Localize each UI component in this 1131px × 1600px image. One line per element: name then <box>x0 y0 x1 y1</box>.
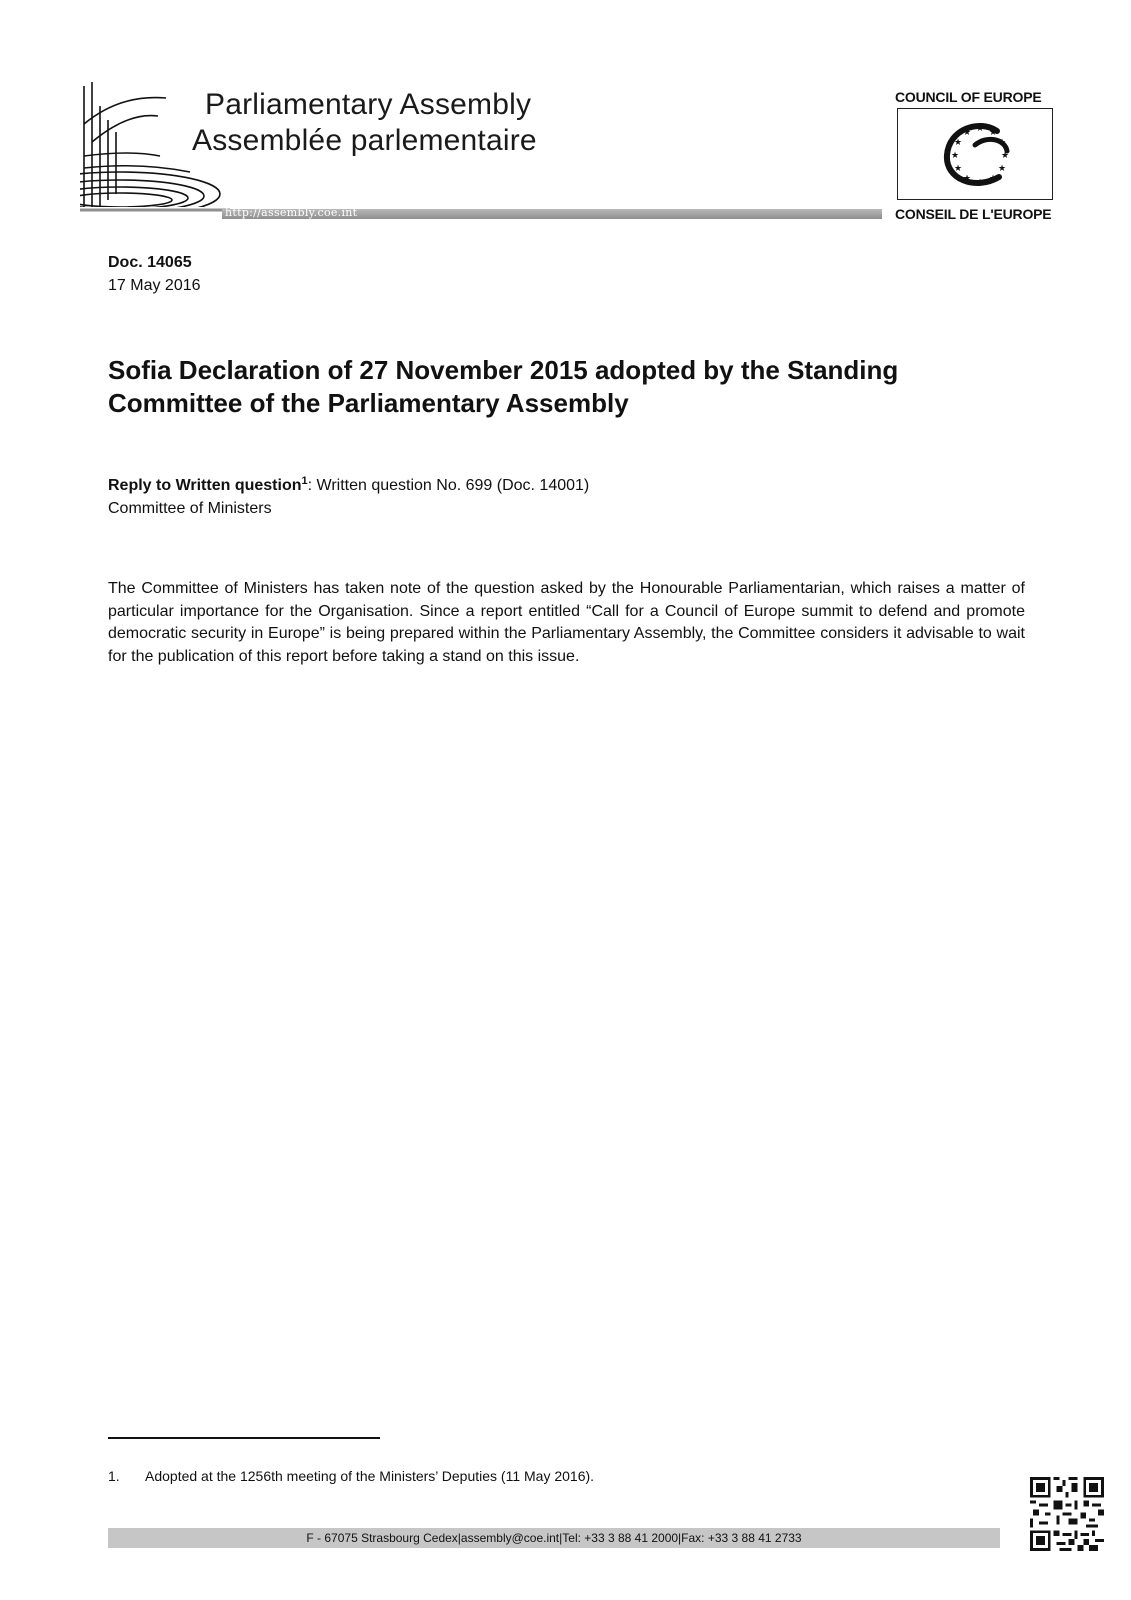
council-of-europe-emblem-icon <box>935 115 1025 197</box>
footnote-divider <box>108 1437 380 1439</box>
author-committee: Committee of Ministers <box>108 500 272 517</box>
document-number: Doc. 14065 <box>108 254 192 271</box>
svg-text:★: ★ <box>975 124 985 134</box>
svg-text:★: ★ <box>988 174 998 184</box>
reply-label-text: Reply to Written question <box>108 477 302 494</box>
svg-text:★: ★ <box>962 128 972 138</box>
svg-text:★: ★ <box>950 151 960 161</box>
footer-address: F - 67075 Strasbourg Cedex <box>306 1531 458 1545</box>
reply-line <box>108 476 589 496</box>
document-title: Sofia Declaration of 27 November 2015 adopted by the Standing Committee of the Parliamentary Assembly <box>108 355 899 418</box>
footer-separator: | <box>559 1531 563 1545</box>
qr-code-icon <box>1030 1477 1104 1551</box>
assembly-name-english: Parliamentary Assembly <box>205 88 532 121</box>
assembly-name-french: Assemblée parlementaire <box>192 124 537 157</box>
body-paragraph: The Committee of Ministers has taken note of the question asked by the Honourable Parliamentarian, which raises a matter of particular importance for the Organisation. Since a report entitled “Call for a Council of Europe summit to defend and promote democratic security in Europe” is being prepared within the Parliamentary Assembly, the Committee considers it advisable to wait for the publication of this report before taking a stand on this issue. <box>108 580 1025 665</box>
svg-text:★: ★ <box>997 164 1007 174</box>
footer-tel: Tel: +33 3 88 41 2000 <box>562 1531 679 1545</box>
council-of-europe-name-french: CONSEIL DE L'EUROPE <box>895 206 1052 222</box>
footer-contact-bar <box>108 1528 1000 1548</box>
svg-text:★: ★ <box>962 174 972 184</box>
svg-text:★: ★ <box>997 138 1007 148</box>
svg-text:★: ★ <box>953 164 963 174</box>
svg-text:★: ★ <box>953 138 963 148</box>
footnote-text: Adopted at the 1256th meeting of the Ministers’ Deputies (11 May 2016). <box>145 1468 595 1484</box>
footer-separator: | <box>678 1531 682 1545</box>
footnote-reference[interactable]: 1 <box>301 475 308 487</box>
document-date: 17 May 2016 <box>108 277 201 294</box>
svg-text:★: ★ <box>988 128 998 138</box>
footnote-number: 1. <box>108 1468 120 1484</box>
council-of-europe-name-english: COUNCIL OF EUROPE <box>895 89 1042 105</box>
reply-detail: : Written question No. 699 (Doc. 14001) <box>307 477 590 494</box>
footer-email[interactable]: assembly@coe.int <box>460 1531 560 1545</box>
svg-text:★: ★ <box>1000 151 1010 161</box>
footer-fax: Fax: +33 3 88 41 2733 <box>681 1531 802 1545</box>
assembly-url-link[interactable]: http://assembly.coe.int <box>225 206 358 219</box>
svg-text:★: ★ <box>975 178 985 188</box>
reply-label <box>108 477 308 494</box>
footer-separator: | <box>457 1531 461 1545</box>
